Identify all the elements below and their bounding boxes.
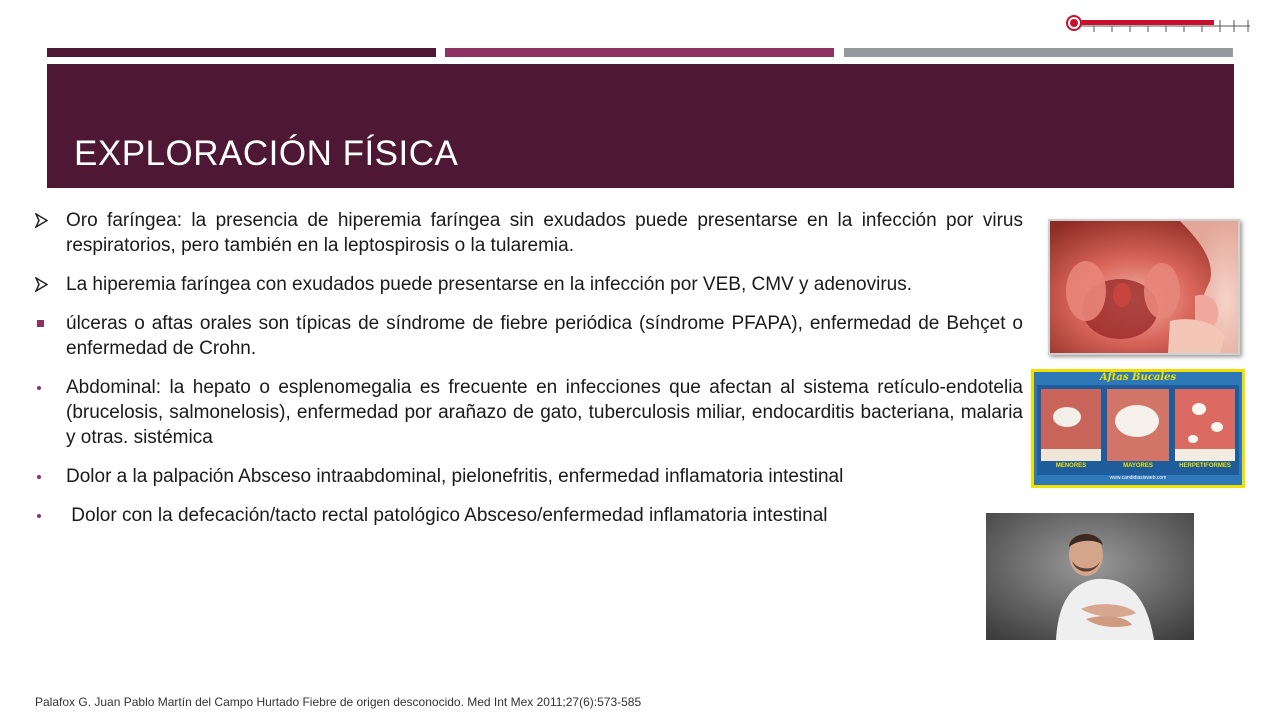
bullet-list (35, 208, 1023, 542)
dot-bullet-icon (37, 475, 41, 479)
dot-bullet-icon (37, 386, 41, 390)
arrow-bullet-icon (35, 213, 48, 228)
aftas-website: www.candidiasisweb.com (1109, 475, 1167, 481)
throat-photo (1048, 219, 1240, 355)
bullet-item (35, 208, 1023, 258)
throat-illustration (1050, 221, 1238, 353)
bullet-text: Dolor con la defecación/tacto rectal patológico Absceso/enfermedad inflamatoria intestinal (66, 505, 828, 526)
citation-text: Palafox G. Juan Pablo Martín del Campo Hurtado Fiebre de origen desconocido. Med Int Mex 2011;27(6):573-585 (35, 695, 642, 709)
bullet-text: Dolor a la palpación Absceso intraabdominal, pielonefritis, enfermedad inflamatoria intestinal (66, 466, 844, 487)
title-band (47, 64, 1234, 188)
arrow-bullet-icon (35, 277, 48, 292)
aftas-illustration (1031, 369, 1245, 488)
bullet-text: Abdominal: la hepato o esplenomegalia es frecuente en infecciones que afectan al sistema retículo-endotelia (brucelosis, salmonelosis), enfermedad por arañazo de gato, tuberculosis miliar, endocarditis bacteriana, malaria y otras. sistémica (66, 377, 1023, 448)
aftas-title: Aftas Bucales (1099, 372, 1177, 383)
abdominal-pain-illustration (986, 513, 1194, 640)
square-bullet-icon (37, 320, 44, 327)
aftas-bucales-image (1031, 369, 1245, 488)
slide-title: EXPLORACIÓN FÍSICA (74, 134, 459, 173)
accent-bar-plum (47, 48, 436, 57)
bullet-text: úlceras o aftas orales son típicas de síndrome de fiebre periódica (síndrome PFAPA), enfermedad de Behçet o enfermedad de Crohn. (66, 313, 1023, 359)
bullet-item (35, 311, 1023, 361)
aftas-label-herpetiformes: HERPETIFORMES (1179, 463, 1231, 469)
accent-bar-magenta (445, 48, 834, 57)
bullet-item (35, 375, 1023, 450)
bullet-text: La hiperemia faríngea con exudados puede presentarse en la infección por VEB, CMV y adenovirus. (66, 274, 913, 295)
dot-bullet-icon (37, 514, 41, 518)
bullet-item (35, 272, 1023, 297)
abdominal-pain-photo (986, 513, 1194, 640)
accent-bar-gray (844, 48, 1233, 57)
aftas-label-menores: MENORES (1055, 463, 1087, 469)
bullet-item (35, 464, 1023, 489)
bullet-text: Oro faríngea: la presencia de hiperemia faríngea sin exudados puede presentarse en la infección por virus respiratorios, pero también en la leptospirosis o la tularemia. (66, 210, 1023, 256)
thermometer-logo-icon (1064, 12, 1254, 36)
aftas-label-mayores: MAYORES (1123, 463, 1153, 469)
bullet-item (35, 503, 1023, 528)
